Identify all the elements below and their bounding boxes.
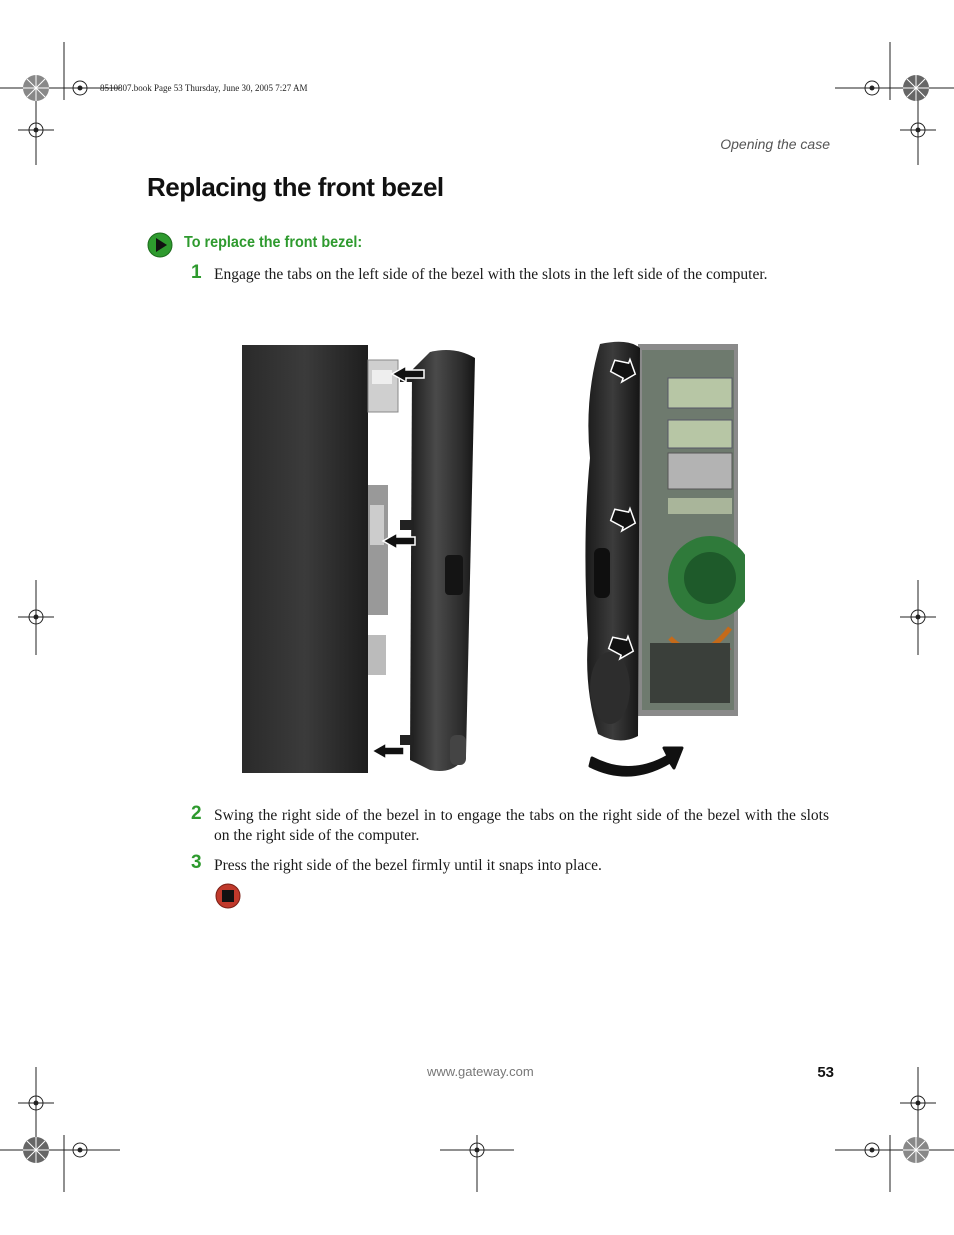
stop-square-icon xyxy=(215,883,241,909)
procedure-heading: To replace the front bezel: xyxy=(184,234,363,251)
step-text: Press the right side of the bezel firmly until it snaps into place. xyxy=(214,857,602,874)
step-number: 1 xyxy=(191,262,202,283)
print-metadata: 8510807.book Page 53 Thursday, June 30, 2005 7:27 AM xyxy=(100,83,308,93)
bezel-swing-view-image xyxy=(580,338,745,778)
page-title: Replacing the front bezel xyxy=(147,172,444,202)
play-arrow-icon xyxy=(147,232,173,258)
step-number: 2 xyxy=(191,803,202,824)
running-header: Opening the case xyxy=(720,136,830,152)
step-text: Engage the tabs on the left side of the bezel with the slots in the left side of the computer. xyxy=(214,266,768,283)
step-text: Swing the right side of the bezel in to engage the tabs on the right side of the bezel with the slots on the right side of the computer. xyxy=(214,807,829,844)
footer-url: www.gateway.com xyxy=(427,1064,534,1079)
step-number: 3 xyxy=(191,852,202,873)
bezel-side-view-image xyxy=(240,340,485,780)
page-number: 53 xyxy=(817,1064,834,1081)
